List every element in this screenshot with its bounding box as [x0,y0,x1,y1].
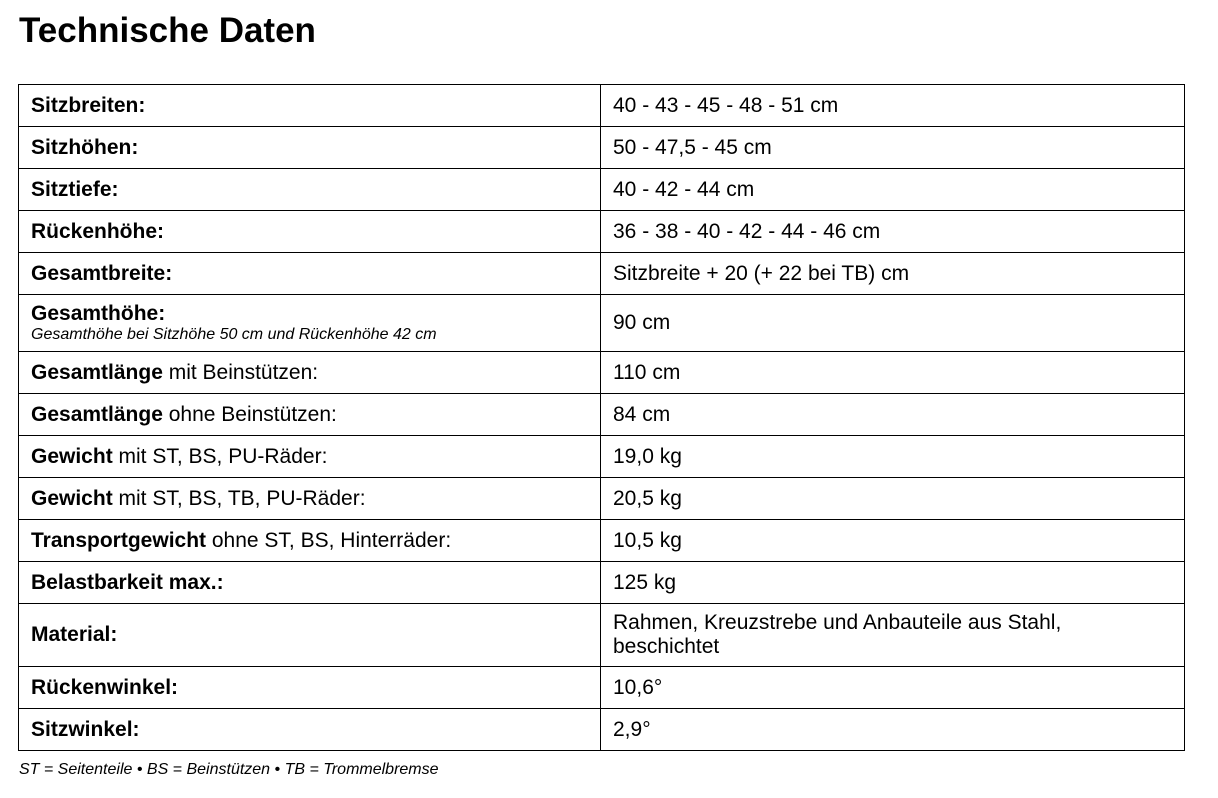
spec-value: 50 - 47,5 - 45 cm [613,135,772,159]
spec-label-cell [19,667,601,709]
spec-value-cell [601,169,1185,211]
spec-label: Gesamthöhe: [31,302,166,325]
table-row [19,352,1185,394]
spec-label: Sitzwinkel: [31,717,140,741]
spec-value: 125 kg [613,570,677,594]
spec-value: 90 cm [613,311,671,334]
page-title: Technische Daten [19,11,316,50]
spec-label: Transportgewicht [31,528,207,552]
spec-label: Sitzhöhen: [31,135,139,159]
table-row [19,295,1185,352]
spec-label-cell [19,520,601,562]
spec-label: Sitztiefe: [31,177,119,201]
table-row [19,709,1185,751]
spec-value: 19,0 kg [613,444,682,468]
table-row [19,562,1185,604]
table-row [19,169,1185,211]
spec-value: 10,5 kg [613,528,682,552]
spec-label: Rückenhöhe: [31,219,165,243]
table-row [19,478,1185,520]
spec-label-detail: mit ST, BS, TB, PU-Räder: [112,486,366,510]
table-row [19,520,1185,562]
table-row [19,394,1185,436]
spec-label-detail: mit ST, BS, PU-Räder: [112,444,328,468]
spec-label-cell [19,85,601,127]
table-row [19,211,1185,253]
spec-value-cell [601,295,1185,352]
abbreviations-footnote: ST = Seitenteile • BS = Beinstützen • TB = Trommelbremse [19,761,439,778]
spec-value: Sitzbreite + 20 (+ 22 bei TB) cm [613,261,910,285]
spec-value: 84 cm [613,402,671,426]
spec-label: Material: [31,623,118,646]
spec-value-cell [601,667,1185,709]
spec-value-cell [601,85,1185,127]
spec-value: Rahmen, Kreuzstrebe und Anbauteile aus Stahl, beschichtet [613,611,1062,658]
table-row [19,436,1185,478]
spec-value-cell [601,478,1185,520]
spec-value: 10,6° [613,675,663,699]
spec-label-detail: ohne Beinstützen: [162,402,337,426]
spec-value-cell [601,352,1185,394]
spec-value-cell [601,520,1185,562]
spec-value: 2,9° [613,717,651,741]
spec-label: Sitzbreiten: [31,93,146,117]
table-row [19,127,1185,169]
spec-label: Gesamtlänge [31,360,163,384]
spec-label-cell [19,478,601,520]
spec-label: Gewicht [31,444,113,468]
spec-label-note: Gesamthöhe bei Sitzhöhe 50 cm und Rückenhöhe 42 cm [31,326,437,343]
spec-value-cell [601,127,1185,169]
spec-value-cell [601,436,1185,478]
spec-value: 110 cm [613,360,681,384]
spec-label-cell [19,436,601,478]
spec-label-cell [19,127,601,169]
spec-label: Belastbarkeit max.: [31,570,224,594]
spec-label-cell [19,253,601,295]
spec-label: Rückenwinkel: [31,675,179,699]
spec-label-cell [19,352,601,394]
spec-value-cell [601,562,1185,604]
technical-data-table [18,84,1185,751]
table-row [19,604,1185,667]
spec-value-cell [601,394,1185,436]
spec-label-cell [19,295,601,352]
spec-label-cell [19,562,601,604]
spec-label-cell [19,604,601,667]
spec-value-cell [601,709,1185,751]
spec-label-detail: ohne ST, BS, Hinterräder: [206,528,452,552]
spec-label-cell [19,211,601,253]
table-row [19,667,1185,709]
spec-label: Gesamtbreite: [31,261,173,285]
spec-label-cell [19,394,601,436]
table-row [19,253,1185,295]
spec-value-cell [601,253,1185,295]
table-row [19,85,1185,127]
spec-label-detail: mit Beinstützen: [162,360,319,384]
spec-value: 40 - 42 - 44 cm [613,177,755,201]
spec-value-cell [601,211,1185,253]
spec-label: Gewicht [31,486,113,510]
spec-value: 40 - 43 - 45 - 48 - 51 cm [613,93,839,117]
spec-label-cell [19,709,601,751]
spec-label-cell [19,169,601,211]
spec-label: Gesamtlänge [31,402,163,426]
spec-value: 36 - 38 - 40 - 42 - 44 - 46 cm [613,219,881,243]
spec-value: 20,5 kg [613,486,682,510]
spec-value-cell [601,604,1185,667]
